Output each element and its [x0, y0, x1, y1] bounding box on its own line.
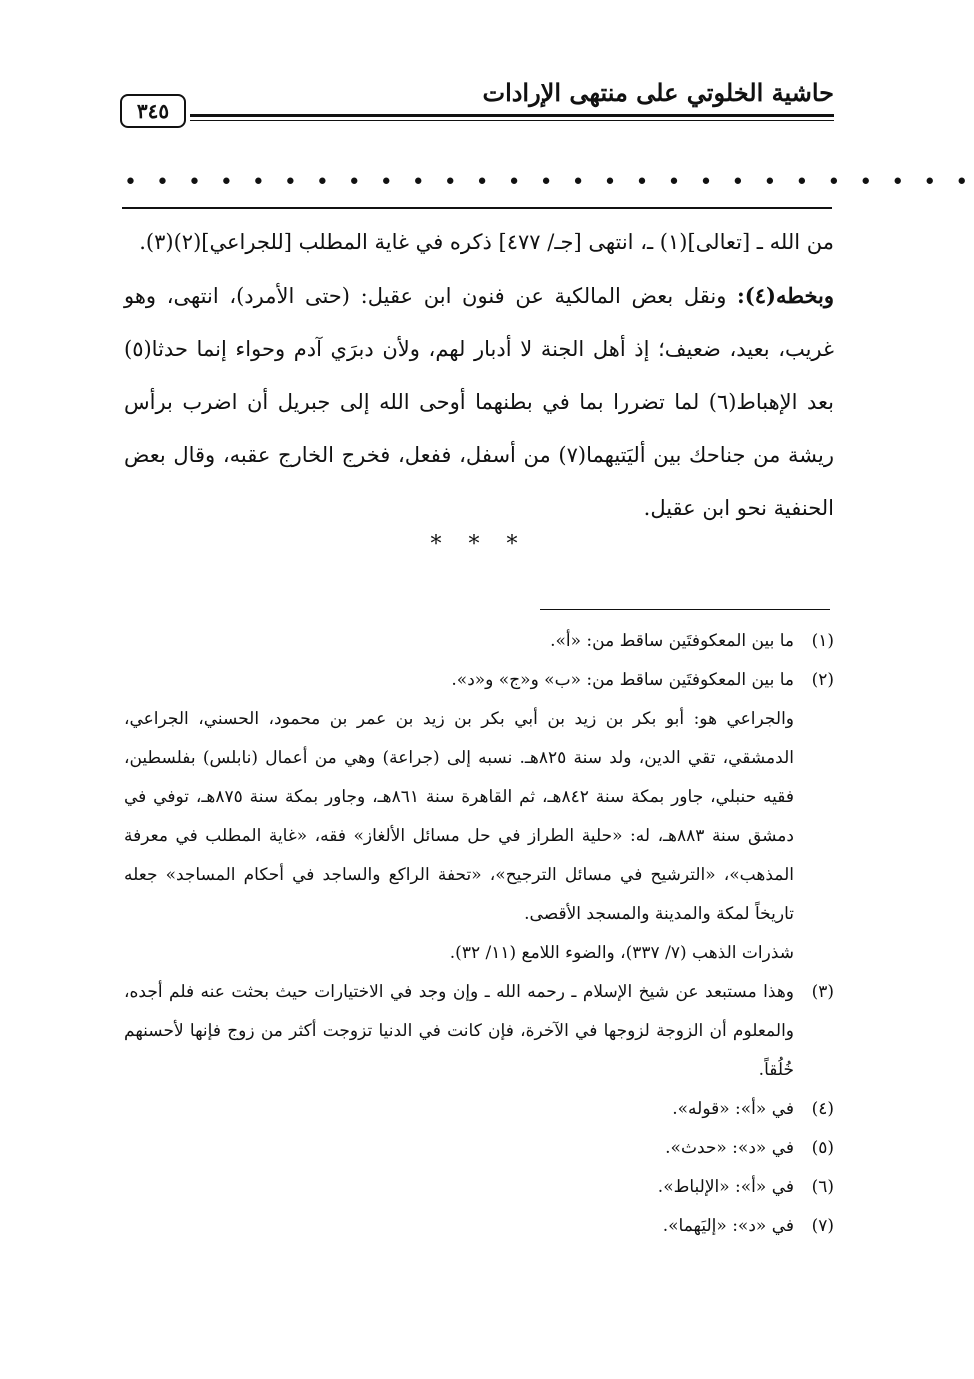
- footnote-3: [124, 973, 834, 1090]
- footnotes: [124, 622, 834, 1246]
- paragraph-lead: وبخطه(٤):: [737, 283, 834, 308]
- content-top-rule: [122, 207, 832, 209]
- footnote-2: [124, 661, 834, 700]
- footnote-7: [124, 1207, 834, 1246]
- main-paragraph: [124, 269, 834, 535]
- footnote-1: [124, 622, 834, 661]
- footnote-number: (١): [811, 631, 834, 651]
- header-rule-thick: [190, 114, 834, 117]
- footnote-number: (٢): [811, 670, 834, 690]
- footnote-rule: [540, 609, 830, 610]
- page-number-box: ٣٤٥: [120, 94, 186, 128]
- footnote-number: (٤): [811, 1099, 834, 1119]
- footnote-2-biography: والجراعي هو: أبو بكر بن زيد بن أبي بكر بن زيد بن عمر بن محمود، الحسني، الجراعي، الدمشقي، تقي الدين، ولد سنة ٨٢٥هـ. نسبه إلى (جراعة) وهي من أعمال (نابلس) بفلسطين، فقيه حنبلي، جاور بمكة سنة ٨٤٢هـ، ثم القاهرة سنة ٨٦١هـ، وجاور بمكة سنة ٨٧٥هـ، توفي في دمشق سنة ٨٨٣هـ، له: «حلية الطراز في حل مسائل الألغاز» فقه، «غاية المطلب في معرفة المذهب»، «الترشيح في مسائل الترجيح»، «تحفة الراكع والساجد في أحكام المساجد» جعله تاريخاً لمكة والمدينة والمسجد الأقصى.: [124, 709, 795, 924]
- header-rule-thin: [190, 120, 834, 121]
- footnote-5: [124, 1129, 834, 1168]
- paragraph-body: ونقل بعض المالكية عن فنون ابن عقيل: (حتى الأمرد)، انتهى، وهو غريب، بعيد، ضعيف؛ إذ أهل الجنة لا أدبار لهم، ولأن دبرَي آدم وحواء إنما حدثا(٥) بعد الإهباط(٦) لما تضررا بما في بطنهما أوحى الله إلى جبريل أن اضرب برأس ريشة من جناحك بين أليَتيهما(٧) من أسفل، ففعل، فخرج الخارج عقبه، وقال بعض الحنفية نحو ابن عقيل.: [124, 284, 834, 520]
- main-text: [124, 216, 834, 535]
- footnote-number: (٧): [811, 1216, 834, 1236]
- footnote-number: (٣): [811, 982, 834, 1002]
- footnote-number: (٥): [811, 1138, 834, 1158]
- book-title: حاشية الخلوتي على منتهى الإرادات: [482, 78, 834, 107]
- footnote-text: ما بين المعكوفتَين ساقط من: «ب» و«ج» و«د».: [451, 670, 794, 690]
- footnote-text: في «أ»: «الإلباط».: [657, 1177, 794, 1197]
- main-line-1: من الله ـ [تعالى](١) ـ، انتهى [جـ/ ٤٧٧] ذكره في غاية المطلب [للجراعي](٢)(٣).: [139, 230, 834, 254]
- footnote-4: [124, 1090, 834, 1129]
- page-header: [120, 78, 834, 128]
- footnote-text: في «د»: «حدث».: [665, 1138, 794, 1158]
- footnote-2-sources: شذرات الذهب (٧/ ٣٣٧)، والضوء اللامع (١١/ ٣٢).: [449, 943, 794, 963]
- section-break: * * *: [430, 532, 528, 557]
- footnote-6: [124, 1168, 834, 1207]
- footnote-text: في «د»: «إليَهما».: [662, 1216, 794, 1236]
- footnote-text: وهذا مستبعد عن شيخ الإسلام ـ رحمه الله ـ وإن وجد في الاختيارات حيث بحثت عنه فلم أجده، والمعلوم أن الزوجة لزوجها في الآخرة، فإن كانت في الدنيا تزوجت أكثر من زوج فإنها لأحسنهم خُلُقاً.: [124, 982, 794, 1080]
- footnote-number: (٦): [811, 1177, 834, 1197]
- footnote-text: في «أ»: «قوله».: [672, 1099, 794, 1119]
- footnote-text: ما بين المعكوفتَين ساقط من: «أ».: [550, 631, 794, 651]
- dotted-separator: • • • • • • • • • • • • • • • • • • • • • • • • • • •: [124, 170, 974, 195]
